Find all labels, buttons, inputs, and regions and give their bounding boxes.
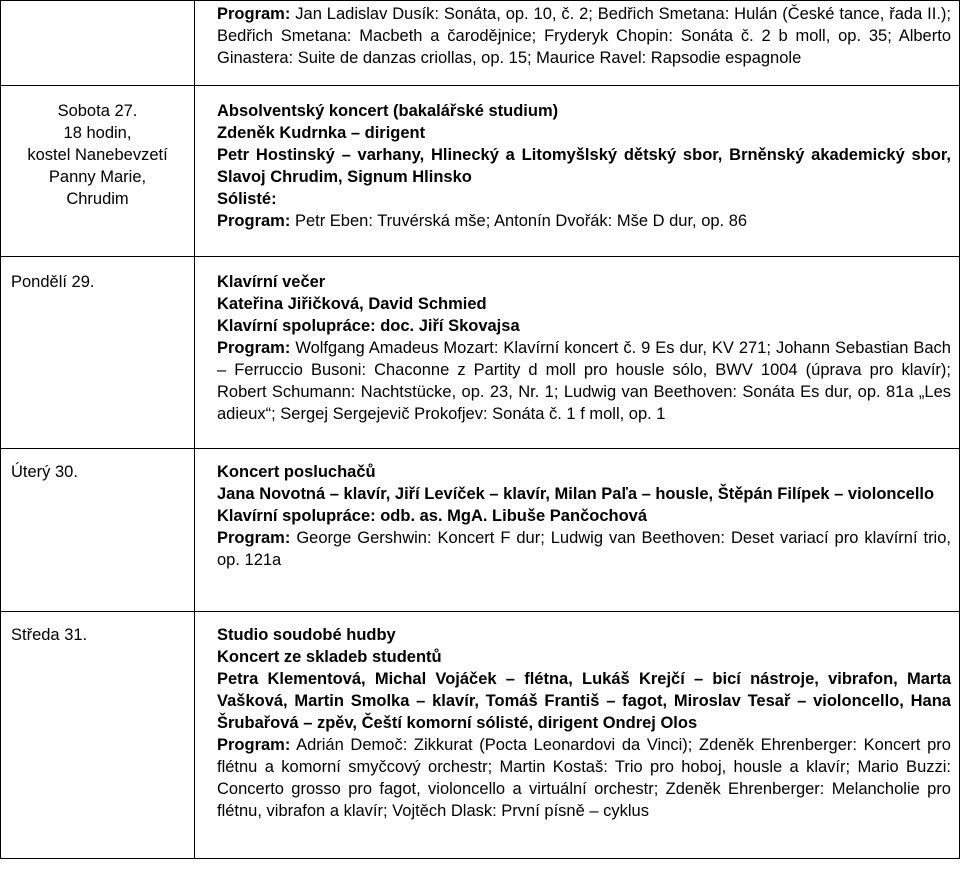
date-line: Panny Marie, [48,168,147,186]
date-line: Sobota 27. [57,102,138,120]
event-cell [195,257,960,449]
date-cell [1,612,195,859]
event-title: Absolventský koncert (bakalářské studium) [217,102,559,120]
program-label: Program: [217,529,291,547]
table-row [1,257,960,449]
soloists-line: Sólisté: [217,190,277,208]
date-cell [1,257,195,449]
event-title: Koncert posluchačů [217,463,376,481]
accompanist-line: Klavírní spolupráce: odb. as. MgA. Libuše Pančochová [217,507,648,525]
table-row [1,1,960,86]
program-label: Program: [217,736,291,754]
program-label: Program: [217,5,291,23]
date-cell [1,449,195,612]
table-row [1,612,960,859]
table-row [1,449,960,612]
program-text: Petr Eben: Truvérská mše; Antonín Dvořák: Mše D dur, op. 86 [294,212,748,230]
date-line: Chrudim [66,190,129,208]
date-line: 18 hodin, [63,124,132,142]
program-text: Wolfgang Amadeus Mozart: Klavírní koncert č. 9 Es dur, KV 271; Johann Sebastian Bach – Ferruccio Busoni: Chaconne z Partity d moll pro housle sólo, BWV 1004 (úprava pro klavír); Robert Schumann: Nachtstücke, op. 23, Nr. 1; Ludwig van Beethoven: Sonáta Es dur, op. 81a „Les adieux“; Sergej Sergejevič Prokofjev: Sonáta č. 1 f moll, op. 1 [217,339,951,423]
program-text: George Gershwin: Koncert F dur; Ludwig van Beethoven: Deset variací pro klavírní trio, op. 121a [217,529,951,569]
event-title: Klavírní večer [217,273,326,291]
event-title: Studio soudobé hudby [217,626,396,644]
performers-line: Kateřina Jiřičková, David Schmied [217,295,487,313]
event-cell [195,1,960,86]
program-text: Adrián Demoč: Zikkurat (Pocta Leonardovi da Vinci); Zdeněk Ehrenberger: Koncert pro flétnu a komorní smyčcový orchestr; Martin Kostaš: Trio pro hoboj, housle a klavír; Mario Buzzi: Concerto grosso pro fagot, violoncello a virtuální orchestr; Zdeněk Ehrenberger: Melancholie pro flétnu, vibrafon a klavír; Vojtěch Dlask: První písně – cyklus [217,736,951,820]
event-subtitle: Koncert ze skladeb studentů [217,648,442,666]
date-line: kostel Nanebevzetí [27,146,168,164]
date-line: Středa 31. [11,626,88,644]
performers-line: Jana Novotná – klavír, Jiří Levíček – klavír, Milan Paľa – housle, Štěpán Filípek – violoncello [217,485,935,503]
program-text: Jan Ladislav Dusík: Sonáta, op. 10, č. 2; Bedřich Smetana: Hulán (České tance, řada II.); Bedřich Smetana: Macbeth a čarodějnice; Fryderyk Chopin: Sonáta č. 2 b moll, op. 35; Alberto Ginastera: Suite de danzas criollas, op. 15; Maurice Ravel: Rapsodie espagnole [217,5,951,67]
performers-line: Petra Klementová, Michal Vojáček – flétna, Lukáš Krejčí – bicí nástroje, vibrafon, Marta Vašková, Martin Smolka – klavír, Tomáš Františ – fagot, Miroslav Tesař – violoncello, Hana Šrubařová – zpěv, Čeští komorní sólisté, dirigent Ondrej Olos [217,670,951,732]
program-label: Program: [217,339,291,357]
table-row [1,86,960,257]
date-cell [1,86,195,257]
program-label: Program: [217,212,291,230]
date-line: Pondělí 29. [11,273,95,291]
date-cell [1,1,195,86]
event-cell [195,612,960,859]
conductor-line: Zdeněk Kudrnka – dirigent [217,124,426,142]
accompanist-line: Klavírní spolupráce: doc. Jiří Skovajsa [217,317,520,335]
date-line: Úterý 30. [11,463,78,481]
event-cell [195,449,960,612]
performers-line: Petr Hostinský – varhany, Hlinecký a Litomyšlský dětský sbor, Brněnský akademický sbor, Slavoj Chrudim, Signum Hlinsko [217,146,951,186]
event-cell [195,86,960,257]
